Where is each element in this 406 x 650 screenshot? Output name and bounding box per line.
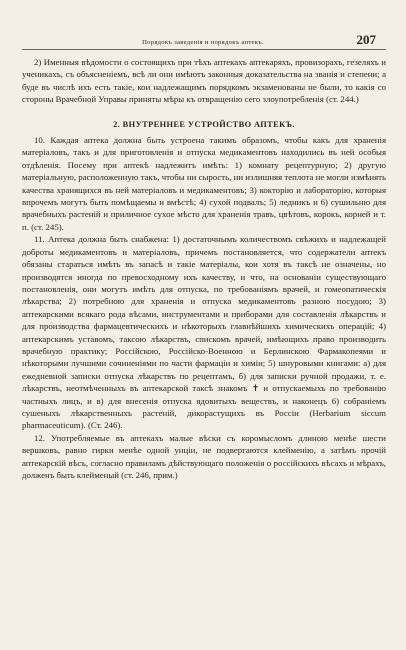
page-number: 207 (356, 32, 376, 47)
header-rule (22, 49, 386, 50)
page-body (22, 56, 386, 481)
paragraph-item-2: 2) Именныя вѣдомости о состоящихъ при тѣхъ аптекахъ аптекаряхъ, провизорахъ, гезеляхъ и ученикахъ, съ объясненіемъ, всѣ ли они имѣютъ законныя доказательства на званія и степени; а буде въ числѣ ихъ есть такіе, кои надлежащимъ порядкомъ экзаменованы не были, то какія со стороны Врачебной Управы приняты мѣры къ отвращенію сего злоупотребленія (ст. 244.) (22, 57, 386, 105)
paragraph-11: 11. Аптека должна быть снабжена: 1) достаточнымъ количествомъ свѣжихъ и надлежащей доброты медикаментовъ и матеріаловъ, причемъ постановляется, что содержатели аптекъ обязаны стараться имѣть въ запасѣ и такіе матеріалы, кои хотя въ таксѣ не означены, но производятся иногда по превосходному ихъ качеству, и что, на основаніи существующаго постановленія, они могутъ имѣть для отпуска, по требованіямъ врачей, и гомеопатическія лѣкарства; 2) потребною для храненія и отпуска медикаментовъ разною посудою; 3) аптекарскими всякаго рода вѣсами, инструментами и приборами для составленія лѣкарствъ и для производства фармацевтическихъ и нѣкоторыхъ главнѣйшихъ химическихъ операцій; 4) аптекарскимъ уставомъ, таксою лѣкарствъ, спискомъ врачей, имѣющихъ право производить врачебную практику; Россійскою, Россійско-Военною и Берлинскою Фармакопеями и нѣкоторыми лучшими сочиненіями по части фармаціи и химіи; 5) шнуровыми книгами: а) для ежедневной записки отпуска лѣкарствъ по рецептамъ, б) для записки ручной продажи, т. е. лѣкарствъ, неотмѣченныхъ въ аптекарской таксѣ знакомъ ✝ и отпускаемыхъ по требованію частныхъ лицъ, и в) для внесенія отпуска ядовитыхъ веществъ, и наконецъ 6) собраніемъ сушеныхъ лѣкарственныхъ растеній, дикорастущихъ въ Россіи (Herbarium siccum pharmaceuticum). (Ст. 246). (22, 234, 386, 431)
page-header (0, 30, 406, 50)
section-heading: 2. ВНУТРЕННЕЕ УСТРОЙСТВО АПТЕКЪ. (113, 119, 295, 129)
paragraph-10: 10. Каждая аптека должна быть устроена такимъ образомъ, чтобы какъ для храненія матеріаловъ, такъ и для приготовленія и отпуска медикаментовъ находились въ ней особыя отдѣленія. Посему при аптекѣ надлежитъ имѣть: 1) комнату рецептурную; 2) другую матеріальную, расположенную такъ, чтобы ни сырость, ни излишняя теплота не могли измѣнять качества хранящихся въ ней матеріаловъ и медикаментовъ; 3) кокторію и лабораторію, которыя впрочемъ могутъ быть помѣщаемы и вмѣстѣ; 4) сухой подвалъ; 5) ледникъ и 6) сушильню для врачебныхъ растеній и приличное сухое мѣсто для храненія травъ, цвѣтовъ, корокъ, корней и т. п. (ст. 245). (22, 135, 386, 232)
paragraph-12: 12. Употребляемые въ аптекахъ малые вѣски съ коромысломъ длиною менѣе шести вершковъ, равно гирки менѣе одной унціи, не подвергаются клейменію, а затѣмъ прочій аптекарскій вѣсъ, согласно правиламъ дѣйствующаго положенія о россійскихъ вѣсахъ и мѣрахъ, долженъ быть клейменый (ст. 246, прим.) (22, 432, 386, 480)
running-head: Порядокъ заведенія и порядокъ аптекъ. (142, 39, 264, 46)
